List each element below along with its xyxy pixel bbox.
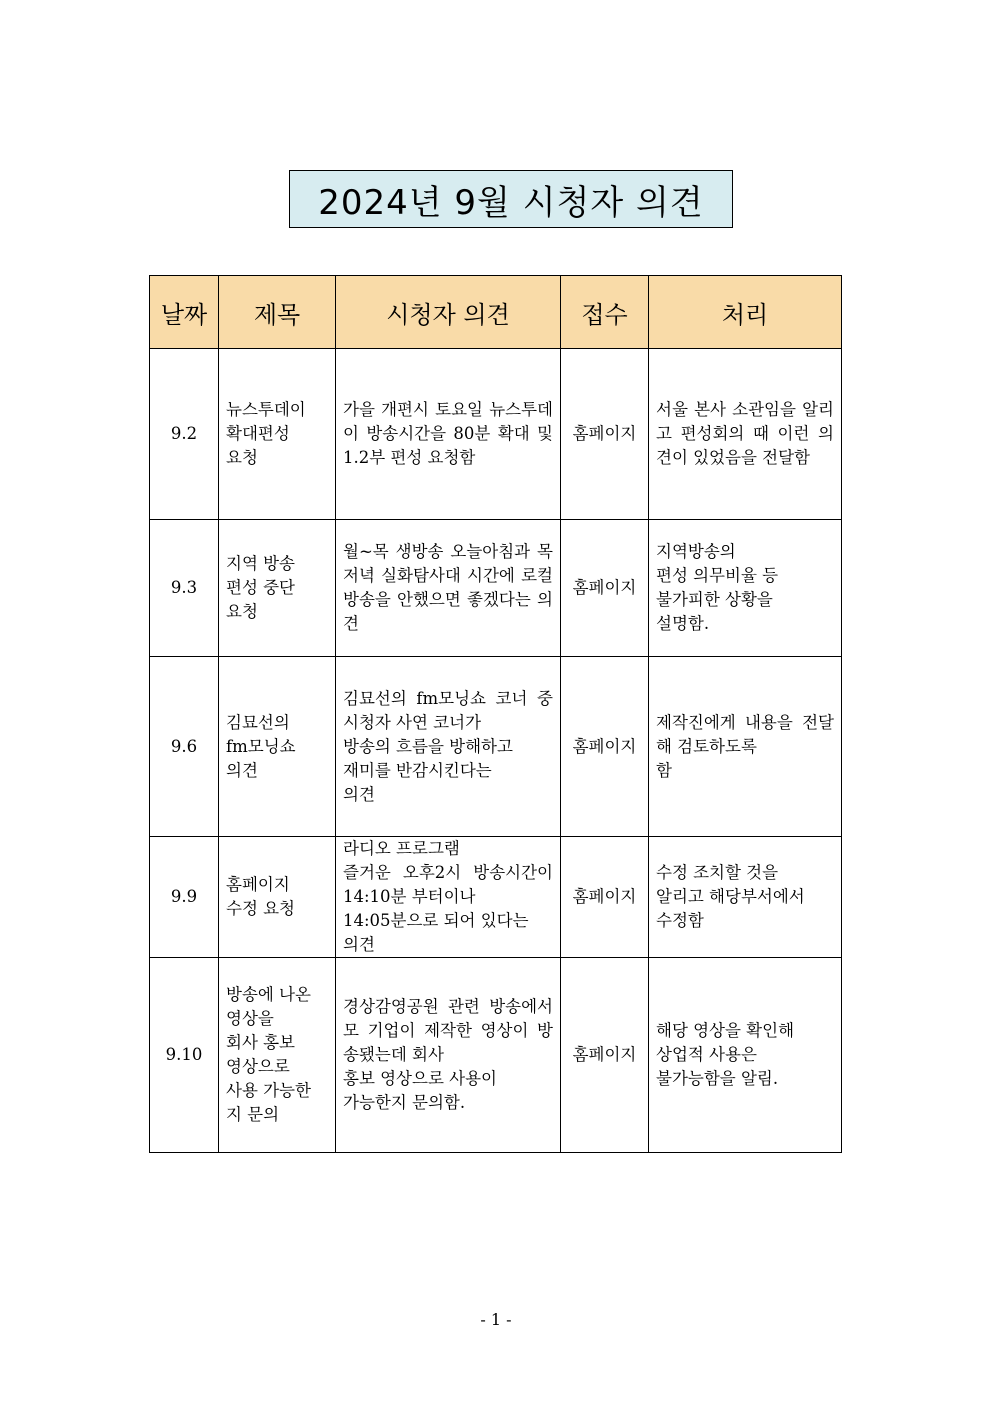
table-row	[150, 657, 842, 837]
row-date: 9.6	[150, 657, 219, 837]
row-received: 홈페이지	[561, 349, 649, 520]
row-result: 서울 본사 소관임을 알리고 편성회의 때 이런 의견이 있었음을 전달함	[649, 349, 842, 520]
row-title: 뉴스투데이 확대편성 요청	[219, 349, 336, 520]
row-result: 해당 영상을 확인해 상업적 사용은 불가능함을 알림.	[649, 958, 842, 1153]
row-opinion: 경상감영공원 관련 방송에서 모 기업이 제작한 영상이 방송됐는데 회사 홍보 영상으로 사용이 가능한지 문의함.	[336, 958, 561, 1153]
row-opinion: 가을 개편시 토요일 뉴스투데이 방송시간을 80분 확대 및 1.2부 편성 요청함	[336, 349, 561, 520]
row-received: 홈페이지	[561, 657, 649, 837]
row-title: 홈페이지 수정 요청	[219, 837, 336, 958]
row-result: 지역방송의 편성 의무비율 등 불가피한 상황을 설명함.	[649, 520, 842, 657]
row-received: 홈페이지	[561, 837, 649, 958]
row-date: 9.10	[150, 958, 219, 1153]
header-received: 접수	[561, 276, 649, 349]
row-date: 9.3	[150, 520, 219, 657]
table-row	[150, 349, 842, 520]
header-opinion: 시청자 의견	[336, 276, 561, 349]
viewer-opinion-table	[149, 275, 842, 1153]
table-row	[150, 520, 842, 657]
row-title: 김묘선의 fm모닝쇼 의견	[219, 657, 336, 837]
table-header-row	[150, 276, 842, 349]
row-title: 방송에 나온 영상을 회사 홍보 영상으로 사용 가능한 지 문의	[219, 958, 336, 1153]
row-title: 지역 방송 편성 중단 요청	[219, 520, 336, 657]
row-date: 9.2	[150, 349, 219, 520]
page-number: - 1 -	[480, 1310, 512, 1329]
header-result: 처리	[649, 276, 842, 349]
row-received: 홈페이지	[561, 958, 649, 1153]
row-result: 수정 조치할 것을 알리고 해당부서에서 수정함	[649, 837, 842, 958]
document-title: 2024년 9월 시청자 의견	[289, 170, 733, 228]
row-result: 제작진에게 내용을 전달해 검토하도록 함	[649, 657, 842, 837]
row-date: 9.9	[150, 837, 219, 958]
table-row	[150, 958, 842, 1153]
table-row	[150, 837, 842, 958]
header-date: 날짜	[150, 276, 219, 349]
row-opinion: 월~목 생방송 오늘아침과 목 저녁 실화탐사대 시간에 로컬 방송을 안했으면 좋겠다는 의견	[336, 520, 561, 657]
row-opinion: 김묘선의 fm모닝쇼 코너 중 시청자 사연 코너가 방송의 흐름을 방해하고 재미를 반감시킨다는 의견	[336, 657, 561, 837]
row-opinion: 라디오 프로그램 즐거운 오후2시 방송시간이 14:10분 부터이나 14:05분으로 되어 있다는 의견	[336, 837, 561, 958]
row-received: 홈페이지	[561, 520, 649, 657]
header-title: 제목	[219, 276, 336, 349]
